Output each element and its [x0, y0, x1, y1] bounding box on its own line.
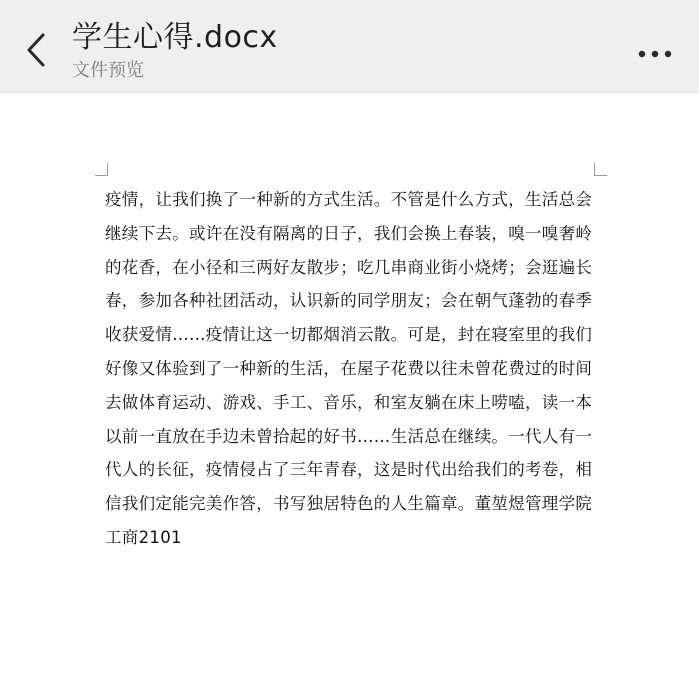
document-page[interactable] [0, 93, 699, 694]
title-block [72, 18, 278, 84]
document-line: 以前一直放在手边未曾拾起的好书……生活总在继续。一代人有一 [105, 426, 593, 446]
document-line: 工商2101 [105, 527, 182, 547]
document-line: 继续下去。或许在没有隔离的日子，我们会换上春装，嗅一嗅奢岭 [105, 223, 593, 243]
margin-marker-top-left [95, 163, 108, 176]
top-bar [0, 0, 699, 93]
file-title: 学生心得.docx [72, 20, 278, 55]
more-options-button[interactable] [633, 34, 677, 70]
document-line: 去做体育运动、游戏、手工、音乐，和室友躺在床上唠嗑，读一本 [105, 392, 593, 412]
chevron-left-icon [26, 33, 46, 71]
document-line: 的花香，在小径和三两好友散步；吃几串商业街小烧烤；会逛遍长 [105, 257, 593, 277]
document-line: 好像又体验到了一种新的生活，在屋子花费以往未曾花费过的时间 [105, 358, 593, 378]
more-horizontal-icon [638, 43, 672, 62]
file-subtitle: 文件预览 [72, 60, 144, 81]
document-line: 信我们定能完美作答，书写独居特色的人生篇章。董堃煜管理学院 [105, 494, 593, 514]
back-button[interactable] [14, 26, 58, 78]
document-line: 收获爱情……疫情让这一切都烟消云散。可是，封在寝室里的我们 [105, 325, 593, 345]
document-body [105, 183, 601, 555]
document-line: 疫情，让我们换了一种新的方式生活。不管是什么方式，生活总会 [105, 190, 593, 209]
document-line: 代人的长征，疫情侵占了三年青春，这是时代出给我们的考卷，相 [105, 460, 593, 480]
document-line: 春，参加各种社团活动，认识新的同学朋友；会在朝气蓬勃的春季 [105, 291, 593, 311]
margin-marker-top-right [594, 163, 607, 176]
